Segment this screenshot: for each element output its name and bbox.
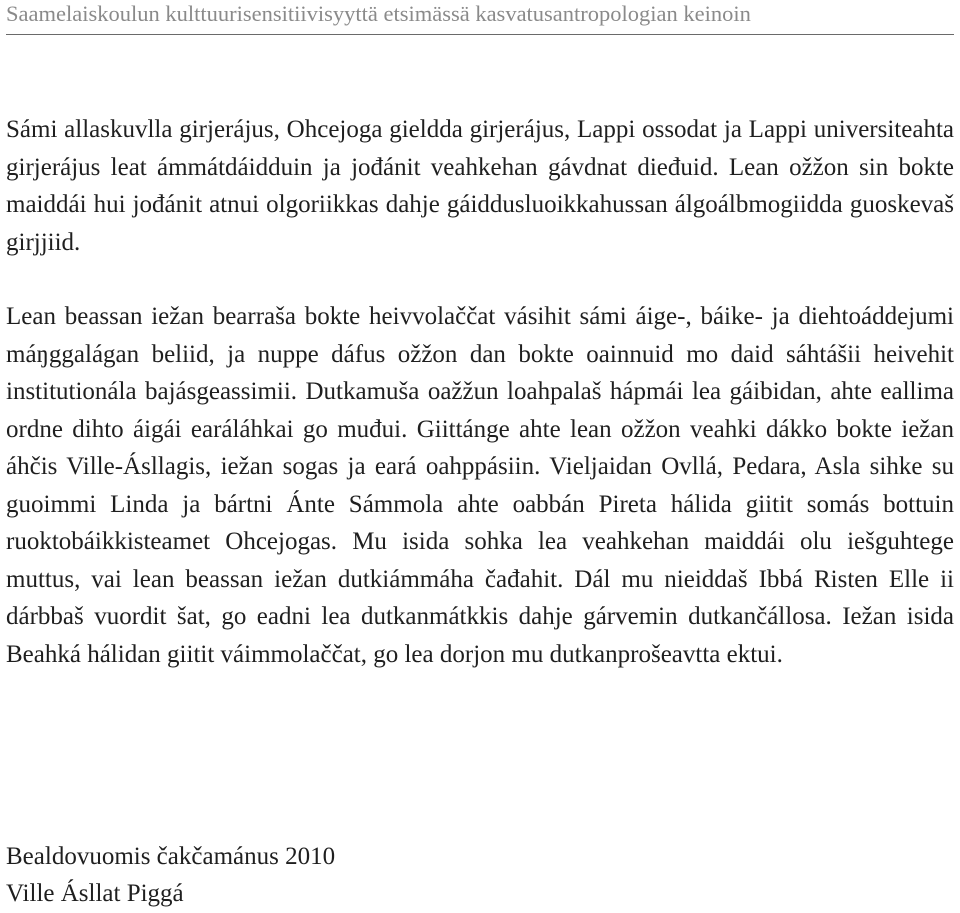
signature-name: Ville Ásllat Piggá (6, 880, 184, 907)
paragraph-1: Sámi allaskuvlla girjerájus, Ohcejoga gieldda girjerájus, Lappi ossodat ja Lappi universiteahta girjerájus leat ámmátdáidduin ja jođánit veahkehan gávdnat dieđuid. Lean ožžon sin bokte maiddái hui jođánit atnui olgoriikkas dahje gáiddusluoikkahussan álgoálbmogiidda guoskevaš girjjiid. (6, 116, 954, 256)
running-title: Saamelaiskoulun kulttuurisensitiivisyyttä etsimässä kasvatusantropologian keinoin (6, 1, 751, 26)
paragraph-2: Lean beassan iežan bearraša bokte heivvolaččat vásihit sámi áige-, báike- ja diehtoáddejumi máŋggalágan beliid, ja nuppe dáfus ožžon dan bokte oainnuid mo daid sáhtášii heivehit institutionála bajásgeassimii. Dutkamuša oažžun loahpalaš hápmái lea gáibidan, ahte eallima ordne dihto áigái earáláhkai go muđui. Giittánge ahte lean ožžon veahki dákko bokte iežan áhčis Ville-Ásllagis, iežan sogas ja eará oahppásiin. Vieljaidan Ovllá, Pedara, Asla sihke su guoimmi Linda ja bártni Ánte Sámmola ahte oabbán Pireta hálida giitit somás bottuin ruoktobáikkisteamet Ohcejogas. Mu isida sohka lea veahkehan maiddái olu iešguhtege muttus, vai lean beassan iežan dutkiámmáha čađahit. Dál mu nieiddaš Ibbá Risten Elle ii dárbbaš vuordit šat, go eadni lea dutkanmátkkis dahje gárvemin dutkančállosa. Iežan isida Beahká hálidan giitit váimmolaččat, go lea dorjon mu dutkanprošeavtta ektui. (6, 303, 954, 668)
signature-date-place: Bealdovuomis čakčamánus 2010 (6, 843, 336, 870)
running-header (6, 0, 954, 35)
